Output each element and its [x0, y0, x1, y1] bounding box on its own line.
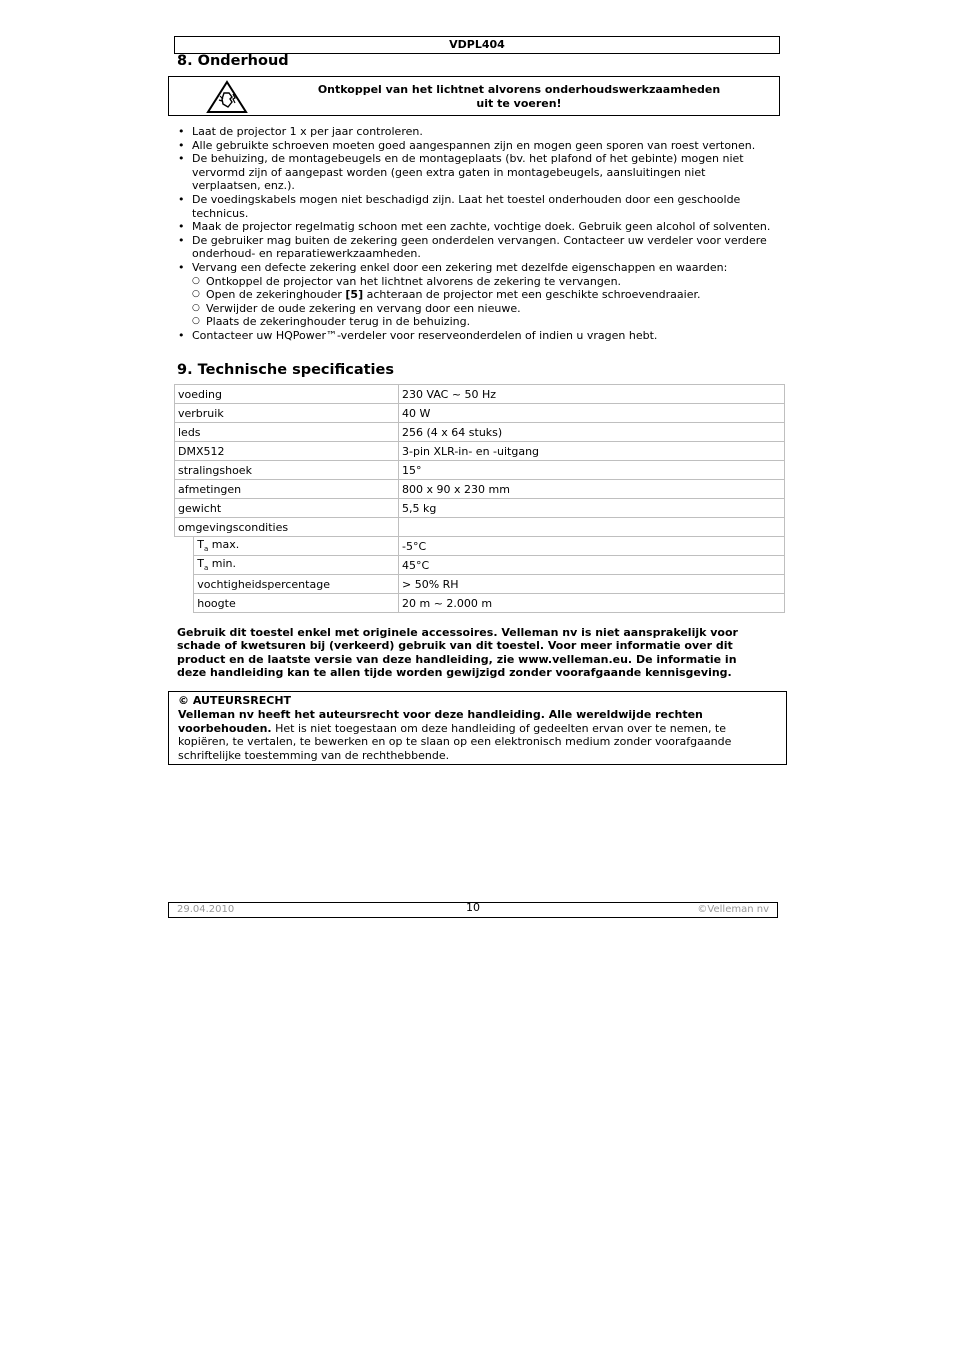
table-row [175, 575, 785, 594]
sublabel-subscript: a [203, 545, 209, 554]
list-item-fuse [177, 261, 777, 329]
sublabel-text: T [197, 538, 204, 552]
list-item: • De voedingskabels mogen niet beschadigd zijn. Laat het toestel onderhouden door een geschoolde technicus. [177, 193, 777, 220]
sub-list-item: ○ Verwijder de oude zekering en vervang door een nieuwe. [192, 302, 777, 316]
copyright-line: schriftelijke toestemming van de rechthebbende. [178, 749, 450, 763]
disclaimer-line: Gebruik dit toestel enkel met originele accessoires. Velleman nv is niet aansprakelijk voor [177, 626, 738, 639]
table-row [175, 480, 785, 499]
spec-value: 40 W [399, 404, 785, 423]
spec-label: stralingshoek [175, 461, 399, 480]
table-row [175, 404, 785, 423]
maintenance-list [177, 125, 777, 343]
sublabel-text: T [197, 557, 204, 571]
spec-label: verbruik [175, 404, 399, 423]
spec-label: DMX512 [175, 442, 399, 461]
copyright-line: Velleman nv heeft het auteursrecht voor deze handleiding. Alle wereldwijde rechten [178, 707, 703, 721]
warning-line-1: Ontkoppel van het lichtnet alvorens onderhoudswerkzaamheden [317, 83, 721, 96]
list-item: • De behuizing, de montagebeugels en de montageplaats (bv. het plafond of het gebinte) mogen niet vervormd zijn of aangepast worden (geen extra gaten in montagebeugels, aansluitingen niet verplaatsen, enz.). [177, 152, 777, 193]
list-item: • Laat de projector 1 x per jaar controleren. [177, 125, 777, 139]
spec-label: gewicht [175, 499, 399, 518]
document-header [174, 36, 780, 54]
table-row [175, 594, 785, 613]
sub-list-item [192, 288, 777, 302]
disclaimer-line: product en de laatste versie van deze handleiding, zie www.velleman.eu. De informatie in [177, 652, 737, 666]
list-item: • Alle gebruikte schroeven moeten goed aangespannen zijn en mogen geen sporen van roest vertonen. [177, 139, 777, 153]
fuse-steps-list [192, 275, 777, 329]
spec-label: afmetingen [175, 480, 399, 499]
page-footer [168, 902, 778, 918]
table-row [175, 556, 785, 575]
model-number: VDPL404 [449, 38, 505, 51]
table-row [175, 385, 785, 404]
spec-value: 5,5 kg [399, 499, 785, 518]
spec-sublabel: vochtigheidspercentage [194, 575, 399, 594]
copyright-line: voorbehouden. Het is niet toegestaan om deze handleiding of gedeelten ervan over te nemen, te [178, 721, 727, 735]
sublabel-subscript: a [203, 564, 209, 573]
table-row [175, 499, 785, 518]
spec-table [174, 384, 785, 613]
sub-item-text: Open de zekeringhouder [206, 288, 346, 302]
sub-item-text: achteraan de projector met een geschikte schroevendraaier. [363, 288, 701, 302]
warning-text [259, 83, 779, 110]
part-reference: [5] [345, 288, 364, 302]
spec-value: 256 (4 x 64 stuks) [399, 423, 785, 442]
spec-value: 230 VAC ~ 50 Hz [399, 385, 785, 404]
spec-sublabel [194, 556, 399, 575]
footer-date: 29.04.2010 [177, 904, 235, 915]
spec-label: leds [175, 423, 399, 442]
section-title-specificaties: 9. Technische specificaties [177, 362, 394, 378]
section-title-onderhoud: 8. Onderhoud [177, 53, 289, 69]
spec-sublabel [194, 537, 399, 556]
spec-value: -5°C [399, 537, 785, 556]
sublabel-text: max. [208, 538, 240, 552]
table-row [175, 461, 785, 480]
spec-value: > 50% RH [399, 575, 785, 594]
copyright-heading: © AUTEURSRECHT [178, 694, 292, 707]
spec-sublabel: hoogte [194, 594, 399, 613]
copyright-box [168, 691, 787, 765]
spec-label: voeding [175, 385, 399, 404]
disclaimer-line: schade of kwetsuren bij (verkeerd) gebruik van dit toestel. Voor meer informatie over dit [177, 639, 733, 653]
disclaimer-text [177, 626, 767, 679]
spec-value: 20 m ~ 2.000 m [399, 594, 785, 613]
sub-list-item: ○ Plaats de zekeringhouder terug in de behuizing. [192, 315, 777, 329]
warning-box [168, 76, 780, 116]
table-row [175, 442, 785, 461]
spec-value: 45°C [399, 556, 785, 575]
footer-copyright: ©Velleman nv [697, 904, 769, 915]
list-item: • Maak de projector regelmatig schoon met een zachte, vochtige doek. Gebruik geen alcohol of solventen. [177, 220, 777, 234]
spec-value: 800 x 90 x 230 mm [399, 480, 785, 499]
spec-value [399, 518, 785, 537]
list-item: • De gebruiker mag buiten de zekering geen onderdelen vervangen. Contacteer uw verdeler voor verdere onderhoud- en reparatiewerkzaamheden. [177, 234, 777, 261]
page-number: 10 [466, 901, 480, 914]
sublabel-text: min. [208, 557, 236, 571]
list-item-text: Vervang een defecte zekering enkel door een zekering met dezelfde eigenschappen en waarden: [192, 260, 728, 274]
copyright-line: kopiëren, te vertalen, te bewerken en op te slaan op een elektronisch medium zonder voorafgaande [178, 735, 732, 749]
spec-label: omgevingscondities [175, 518, 399, 537]
table-row [175, 423, 785, 442]
table-row [175, 518, 785, 537]
list-item: • Contacteer uw HQPower™-verdeler voor reserveonderdelen of indien u vragen hebt. [177, 329, 777, 343]
spec-value: 3-pin XLR-in- en -uitgang [399, 442, 785, 461]
warning-line-2: uit te voeren! [476, 96, 562, 110]
electric-hazard-icon [206, 80, 248, 114]
table-row [175, 537, 785, 556]
disclaimer-line: deze handleiding kan te allen tijde worden gewijzigd zonder voorafgaande kennisgeving. [177, 665, 732, 679]
sub-list-item: ○ Ontkoppel de projector van het lichtnet alvorens de zekering te vervangen. [192, 275, 777, 289]
spec-value: 15° [399, 461, 785, 480]
